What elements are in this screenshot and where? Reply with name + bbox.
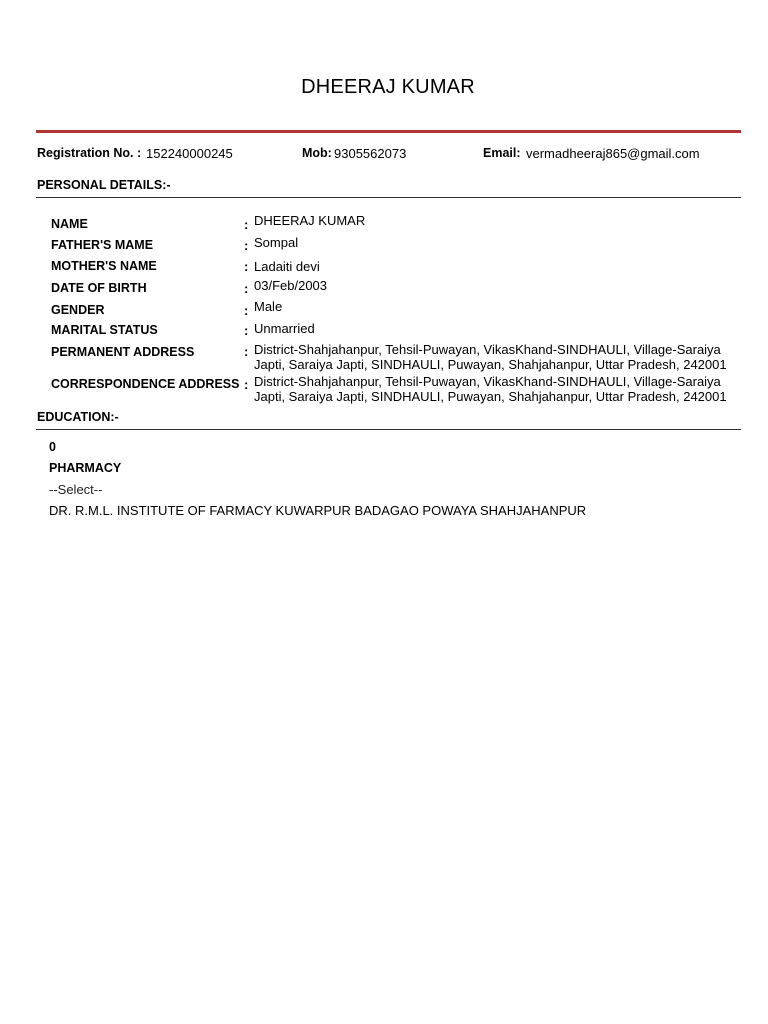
mobile-value: 9305562073 [334, 146, 407, 161]
registration-value: 152240000245 [146, 146, 233, 161]
gender-value: Male [254, 299, 283, 314]
fathers-name-value: Sompal [254, 235, 299, 250]
education-select: --Select-- [49, 482, 103, 497]
permanent-address-label: PERMANENT ADDRESS [51, 345, 195, 359]
education-divider [36, 429, 741, 430]
mothers-name-label: MOTHER'S NAME [51, 259, 157, 273]
correspondence-address-value: District-Shahjahanpur, Tehsil-Puwayan, VikasKhand-SINDHAULI, Village-Saraiya Japti, Saraiya Japti, SINDHAULI, Puwayan, Shahjahanpur, Uttar Pradesh, 242001 [254, 374, 727, 404]
page-title: DHEERAJ KUMAR [301, 76, 475, 98]
marital-status-value: Unmarried [254, 321, 315, 336]
mobile-label: Mob: [302, 146, 332, 160]
name-label: NAME [51, 217, 88, 231]
name-value: DHEERAJ KUMAR [254, 213, 366, 228]
education-number: 0 [49, 440, 56, 454]
education-course: PHARMACY [49, 461, 122, 475]
email-value: vermadheeraj865@gmail.com [526, 146, 700, 161]
name-colon: : [244, 217, 249, 232]
personal-details-heading: PERSONAL DETAILS:- [37, 178, 171, 192]
education-heading: EDUCATION:- [37, 410, 119, 424]
mothers-name-colon: : [244, 259, 249, 274]
marital-status-label: MARITAL STATUS [51, 323, 158, 337]
registration-label: Registration No. : [37, 146, 142, 160]
title-divider [36, 130, 741, 133]
correspondence-address-colon: : [244, 377, 249, 392]
email-label: Email: [483, 146, 521, 160]
dob-value: 03/Feb/2003 [254, 278, 328, 293]
marital-status-colon: : [244, 323, 249, 338]
permanent-address-value: District-Shahjahanpur, Tehsil-Puwayan, VikasKhand-SINDHAULI, Village-Saraiya Japti, Saraiya Japti, SINDHAULI, Puwayan, Shahjahanpur, Uttar Pradesh, 242001 [254, 342, 727, 372]
fathers-name-colon: : [244, 238, 249, 253]
correspondence-address-label: CORRESPONDENCE ADDRESS [51, 377, 240, 391]
dob-colon: : [244, 281, 249, 296]
education-institute: DR. R.M.L. INSTITUTE OF FARMACY KUWARPUR BADAGAO POWAYA SHAHJAHANPUR [49, 503, 587, 518]
dob-label: DATE OF BIRTH [51, 281, 147, 295]
mothers-name-value: Ladaiti devi [254, 259, 320, 274]
fathers-name-label: FATHER'S MAME [51, 238, 154, 252]
personal-details-divider [36, 197, 741, 198]
gender-label: GENDER [51, 303, 105, 317]
gender-colon: : [244, 303, 249, 318]
permanent-address-colon: : [244, 344, 249, 359]
